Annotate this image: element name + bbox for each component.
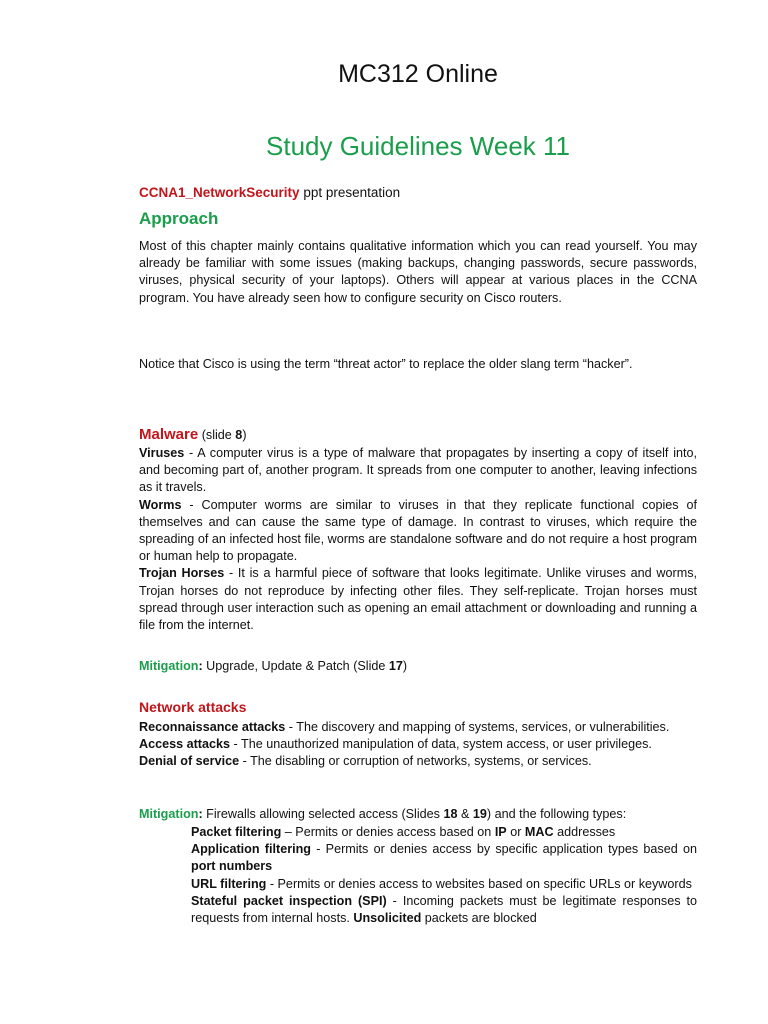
url-filtering-item: [191, 876, 697, 893]
application-filtering-term: Application filtering: [191, 842, 311, 857]
mitigation-line-1: [139, 658, 697, 675]
recon-paragraph: [139, 719, 697, 736]
malware-heading: [139, 426, 697, 444]
ip-term: IP: [494, 825, 507, 839]
mitigation-1-label: Mitigation: [139, 659, 199, 673]
dos-paragraph: [139, 753, 697, 770]
unsolicited-term: Unsolicited: [353, 911, 422, 926]
mitigation-2-text-1: Firewalls allowing selected access (Slides: [202, 807, 444, 821]
mitigation-2-slide-b: 19: [472, 807, 487, 821]
access-term: Access attacks: [139, 737, 231, 752]
dos-term: Denial of service: [139, 754, 240, 769]
spi-item: [191, 893, 697, 927]
packet-filtering-text-1: – Permits or denies access based on: [281, 825, 495, 839]
worms-term: Worms: [139, 497, 182, 512]
spi-text-1: - Incoming packets must be legitimate responses to requests from internal hosts.: [191, 893, 697, 926]
application-filtering-text: - Permits or denies access by specific application types based on: [310, 842, 697, 857]
malware-slide-number: 8: [235, 428, 243, 442]
mitigation-2-text-2: ) and the following types:: [486, 807, 627, 821]
packet-filtering-or: or: [506, 825, 525, 839]
presentation-line: [139, 184, 697, 201]
mitigation-1-text: Upgrade, Update & Patch (Slide: [202, 659, 389, 673]
mitigation-1-colon: :: [198, 659, 203, 673]
approach-heading: Approach: [139, 209, 219, 228]
mac-term: MAC: [524, 825, 554, 839]
access-paragraph: [139, 736, 697, 753]
mitigation-2-colon: :: [198, 807, 203, 821]
url-filtering-text: - Permits or denies access to websites based on specific URLs or keywords: [266, 876, 692, 891]
approach-paragraph-2: Notice that Cisco is using the term “threat actor” to replace the older slang term “hacker”.: [139, 357, 633, 371]
mitigation-1-slide: 17: [388, 659, 403, 673]
mitigation-1-end: ): [402, 659, 408, 673]
malware-slide-suffix: ): [242, 428, 247, 442]
document-subtitle: Study Guidelines Week 11: [266, 131, 570, 161]
mitigation-line-2: [139, 806, 697, 823]
viruses-term: Viruses: [139, 446, 185, 460]
spi-text-2: packets are blocked: [421, 911, 537, 926]
spi-term: Stateful packet inspection (SPI): [191, 893, 387, 908]
url-filtering-term: URL filtering: [191, 876, 267, 891]
document-title: MC312 Online: [338, 60, 498, 88]
packet-filtering-item: [191, 824, 697, 841]
worms-paragraph: [139, 497, 697, 566]
viruses-paragraph: [139, 445, 697, 497]
packet-filtering-text-2: addresses: [553, 825, 616, 839]
malware-section: [139, 445, 697, 634]
worms-text: - Computer worms are similar to viruses in that they replicate functional copies of themselves and can cause the same type of damage. In contrast to viruses, which require the spreading of an infected host file, worms are standalone software and do not require a host program or human help to propagate.: [139, 497, 697, 564]
malware-heading-label: Malware: [139, 426, 199, 443]
port-numbers-term: port numbers: [191, 859, 273, 874]
network-attacks-heading: Network attacks: [139, 699, 247, 715]
packet-filtering-term: Packet filtering: [191, 825, 282, 839]
network-attacks-section: [139, 719, 697, 771]
trojan-text: - It is a harmful piece of software that looks legitimate. Unlike viruses and worms, Trojan horses do not reproduce by infecting other files. They self-replicate. Trojan horses must spread through user interaction such as opening an email attachment or downloading and running a file from the internet.: [139, 566, 697, 633]
application-filtering-item: [191, 841, 697, 875]
mitigation-2-label: Mitigation: [139, 807, 199, 821]
mitigation-2-and: &: [457, 807, 473, 821]
access-text: - The unauthorized manipulation of data, system access, or user privileges.: [230, 737, 652, 752]
presentation-name: CCNA1_NetworkSecurity: [139, 185, 300, 200]
dos-text: - The disabling or corruption of networks, systems, or services.: [239, 754, 592, 769]
trojan-term: Trojan Horses: [139, 566, 225, 581]
malware-slide-prefix: (slide: [198, 428, 236, 442]
mitigation-2-slide-a: 18: [443, 807, 458, 821]
recon-text: - The discovery and mapping of systems, services, or vulnerabilities.: [285, 720, 670, 734]
presentation-suffix: ppt presentation: [299, 185, 401, 200]
firewall-types-list: [191, 824, 697, 927]
recon-term: Reconnaissance attacks: [139, 720, 286, 734]
viruses-text: - A computer virus is a type of malware that propagates by inserting a copy of itself into, and becoming part of, another program. It spreads from one computer to another, leaving infections as it travels.: [139, 446, 697, 495]
trojan-paragraph: [139, 565, 697, 634]
approach-paragraph-1: Most of this chapter mainly contains qualitative information which you can read yourself. You may already be familiar with some issues (making backups, changing passwords, secure passwords, viruses, physical security of your laptops). Others will appear at various places in the CCNA program. You have already seen how to configure security on Cisco routers.: [139, 239, 697, 305]
